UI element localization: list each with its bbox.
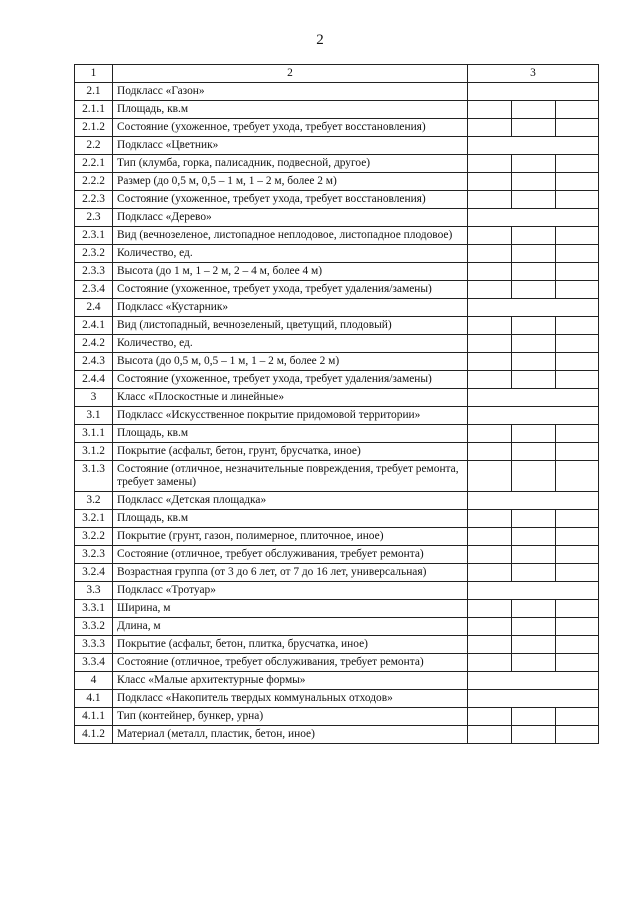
empty-value-cell[interactable] xyxy=(556,317,599,335)
empty-value-cell[interactable] xyxy=(512,281,556,299)
table-row xyxy=(75,600,599,618)
empty-value-cell[interactable] xyxy=(556,353,599,371)
empty-value-cell[interactable] xyxy=(468,317,512,335)
empty-value-cell[interactable] xyxy=(468,425,512,443)
empty-value-cell[interactable] xyxy=(468,119,512,137)
empty-value-cell[interactable] xyxy=(556,708,599,726)
table-row xyxy=(75,227,599,245)
row-text: Состояние (ухоженное, требует ухода, требует восстановления) xyxy=(113,119,468,137)
table-row xyxy=(75,209,599,227)
empty-merged-cell xyxy=(468,299,599,317)
table-row xyxy=(75,137,599,155)
row-text: Состояние (ухоженное, требует ухода, требует удаления/замены) xyxy=(113,371,468,389)
header-cell-3: 3 xyxy=(468,65,599,83)
row-text: Вид (вечнозеленое, листопадное неплодовое, листопадное плодовое) xyxy=(113,227,468,245)
empty-value-cell[interactable] xyxy=(556,654,599,672)
empty-value-cell[interactable] xyxy=(512,119,556,137)
row-text: Размер (до 0,5 м, 0,5 – 1 м, 1 – 2 м, более 2 м) xyxy=(113,173,468,191)
row-text: Площадь, кв.м xyxy=(113,510,468,528)
row-number: 2.3.2 xyxy=(75,245,113,263)
empty-value-cell[interactable] xyxy=(512,227,556,245)
table-row xyxy=(75,492,599,510)
empty-value-cell[interactable] xyxy=(512,461,556,492)
row-text: Материал (металл, пластик, бетон, иное) xyxy=(113,726,468,744)
row-text: Состояние (ухоженное, требует ухода, требует удаления/замены) xyxy=(113,281,468,299)
row-number: 2.4 xyxy=(75,299,113,317)
empty-value-cell[interactable] xyxy=(468,227,512,245)
row-number: 3 xyxy=(75,389,113,407)
empty-value-cell[interactable] xyxy=(556,618,599,636)
table-row xyxy=(75,101,599,119)
row-number: 3.2.3 xyxy=(75,546,113,564)
row-number: 3.2.4 xyxy=(75,564,113,582)
row-number: 2.2.3 xyxy=(75,191,113,209)
empty-value-cell[interactable] xyxy=(512,353,556,371)
empty-value-cell[interactable] xyxy=(468,371,512,389)
table-row xyxy=(75,443,599,461)
empty-value-cell[interactable] xyxy=(556,510,599,528)
table-row xyxy=(75,425,599,443)
empty-value-cell[interactable] xyxy=(468,173,512,191)
row-number: 2.3.4 xyxy=(75,281,113,299)
row-text: Подкласс «Искусственное покрытие придомовой территории» xyxy=(113,407,468,425)
table-row xyxy=(75,245,599,263)
empty-value-cell[interactable] xyxy=(512,654,556,672)
empty-value-cell[interactable] xyxy=(556,636,599,654)
row-number: 2.1.2 xyxy=(75,119,113,137)
row-text: Состояние (отличное, незначительные повреждения, требует ремонта, требует замены) xyxy=(113,461,468,492)
table-row xyxy=(75,582,599,600)
table-row xyxy=(75,389,599,407)
empty-value-cell[interactable] xyxy=(468,461,512,492)
empty-value-cell[interactable] xyxy=(556,371,599,389)
table-row xyxy=(75,708,599,726)
table-row xyxy=(75,353,599,371)
empty-merged-cell xyxy=(468,389,599,407)
empty-value-cell[interactable] xyxy=(512,191,556,209)
table-row xyxy=(75,726,599,744)
empty-value-cell[interactable] xyxy=(468,726,512,744)
empty-merged-cell xyxy=(468,83,599,101)
empty-value-cell[interactable] xyxy=(512,708,556,726)
row-number: 3.1.1 xyxy=(75,425,113,443)
row-number: 4 xyxy=(75,672,113,690)
empty-value-cell[interactable] xyxy=(512,510,556,528)
row-text: Подкласс «Детская площадка» xyxy=(113,492,468,510)
row-text: Класс «Плоскостные и линейные» xyxy=(113,389,468,407)
table-row xyxy=(75,636,599,654)
row-text: Количество, ед. xyxy=(113,245,468,263)
row-number: 3.3.3 xyxy=(75,636,113,654)
empty-value-cell[interactable] xyxy=(512,335,556,353)
row-number: 4.1 xyxy=(75,690,113,708)
row-text: Подкласс «Тротуар» xyxy=(113,582,468,600)
empty-merged-cell xyxy=(468,209,599,227)
empty-value-cell[interactable] xyxy=(468,600,512,618)
table-row xyxy=(75,173,599,191)
row-number: 2.1 xyxy=(75,83,113,101)
empty-merged-cell xyxy=(468,582,599,600)
table-row xyxy=(75,407,599,425)
row-number: 2.3 xyxy=(75,209,113,227)
row-number: 2.4.1 xyxy=(75,317,113,335)
page-number: 2 xyxy=(316,32,324,48)
row-number: 4.1.2 xyxy=(75,726,113,744)
empty-value-cell[interactable] xyxy=(468,443,512,461)
empty-value-cell[interactable] xyxy=(468,101,512,119)
table-row xyxy=(75,371,599,389)
table-row xyxy=(75,191,599,209)
table-row xyxy=(75,546,599,564)
table-row xyxy=(75,335,599,353)
empty-value-cell[interactable] xyxy=(556,564,599,582)
row-number: 3.3.2 xyxy=(75,618,113,636)
row-text: Ширина, м xyxy=(113,600,468,618)
table-row xyxy=(75,564,599,582)
row-text: Возрастная группа (от 3 до 6 лет, от 7 до 16 лет, универсальная) xyxy=(113,564,468,582)
row-number: 3.3.4 xyxy=(75,654,113,672)
empty-merged-cell xyxy=(468,492,599,510)
empty-value-cell[interactable] xyxy=(556,101,599,119)
row-number: 2.3.3 xyxy=(75,263,113,281)
empty-value-cell[interactable] xyxy=(468,618,512,636)
empty-value-cell[interactable] xyxy=(468,708,512,726)
row-text: Тип (контейнер, бункер, урна) xyxy=(113,708,468,726)
empty-value-cell[interactable] xyxy=(556,335,599,353)
empty-value-cell[interactable] xyxy=(556,281,599,299)
row-number: 2.2 xyxy=(75,137,113,155)
row-number: 3.1 xyxy=(75,407,113,425)
row-text: Подкласс «Цветник» xyxy=(113,137,468,155)
empty-value-cell[interactable] xyxy=(512,371,556,389)
empty-value-cell[interactable] xyxy=(556,600,599,618)
row-number: 3.1.3 xyxy=(75,461,113,492)
header-cell-2: 2 xyxy=(113,65,468,83)
row-number: 4.1.1 xyxy=(75,708,113,726)
empty-merged-cell xyxy=(468,690,599,708)
empty-value-cell[interactable] xyxy=(556,263,599,281)
empty-value-cell[interactable] xyxy=(512,155,556,173)
row-number: 2.2.1 xyxy=(75,155,113,173)
empty-value-cell[interactable] xyxy=(556,227,599,245)
table-row xyxy=(75,510,599,528)
empty-value-cell[interactable] xyxy=(468,353,512,371)
row-number: 3.1.2 xyxy=(75,443,113,461)
empty-value-cell[interactable] xyxy=(512,546,556,564)
table-row xyxy=(75,672,599,690)
row-text: Высота (до 1 м, 1 – 2 м, 2 – 4 м, более 4 м) xyxy=(113,263,468,281)
empty-value-cell[interactable] xyxy=(512,101,556,119)
empty-value-cell[interactable] xyxy=(468,335,512,353)
row-text: Тип (клумба, горка, палисадник, подвесной, другое) xyxy=(113,155,468,173)
empty-merged-cell xyxy=(468,137,599,155)
empty-value-cell[interactable] xyxy=(468,636,512,654)
row-text: Состояние (отличное, требует обслуживания, требует ремонта) xyxy=(113,546,468,564)
empty-value-cell[interactable] xyxy=(512,317,556,335)
empty-value-cell[interactable] xyxy=(512,528,556,546)
table-row xyxy=(75,155,599,173)
empty-value-cell[interactable] xyxy=(556,173,599,191)
empty-value-cell[interactable] xyxy=(512,618,556,636)
empty-value-cell[interactable] xyxy=(468,245,512,263)
empty-value-cell[interactable] xyxy=(556,443,599,461)
empty-value-cell[interactable] xyxy=(512,600,556,618)
row-text: Площадь, кв.м xyxy=(113,425,468,443)
table-row xyxy=(75,83,599,101)
empty-value-cell[interactable] xyxy=(468,281,512,299)
empty-value-cell[interactable] xyxy=(556,726,599,744)
table-row xyxy=(75,461,599,492)
table-row xyxy=(75,119,599,137)
row-text: Вид (листопадный, вечнозеленый, цветущий, плодовый) xyxy=(113,317,468,335)
empty-value-cell[interactable] xyxy=(556,155,599,173)
table-row xyxy=(75,317,599,335)
row-text: Класс «Малые архитектурные формы» xyxy=(113,672,468,690)
empty-value-cell[interactable] xyxy=(512,173,556,191)
empty-value-cell[interactable] xyxy=(468,546,512,564)
empty-value-cell[interactable] xyxy=(556,461,599,492)
row-text: Высота (до 0,5 м, 0,5 – 1 м, 1 – 2 м, более 2 м) xyxy=(113,353,468,371)
row-text: Подкласс «Газон» xyxy=(113,83,468,101)
row-text: Состояние (ухоженное, требует ухода, требует восстановления) xyxy=(113,191,468,209)
empty-value-cell[interactable] xyxy=(468,263,512,281)
empty-value-cell[interactable] xyxy=(468,654,512,672)
empty-value-cell[interactable] xyxy=(512,636,556,654)
row-text: Площадь, кв.м xyxy=(113,101,468,119)
empty-value-cell[interactable] xyxy=(512,425,556,443)
table-row xyxy=(75,263,599,281)
empty-value-cell[interactable] xyxy=(468,155,512,173)
row-text: Покрытие (асфальт, бетон, грунт, брусчатка, иное) xyxy=(113,443,468,461)
row-text: Подкласс «Дерево» xyxy=(113,209,468,227)
row-number: 2.1.1 xyxy=(75,101,113,119)
row-number: 2.4.2 xyxy=(75,335,113,353)
empty-value-cell[interactable] xyxy=(468,528,512,546)
row-text: Покрытие (асфальт, бетон, плитка, брусчатка, иное) xyxy=(113,636,468,654)
row-text: Покрытие (грунт, газон, полимерное, плиточное, иное) xyxy=(113,528,468,546)
empty-value-cell[interactable] xyxy=(468,191,512,209)
table-row xyxy=(75,618,599,636)
header-cell-1: 1 xyxy=(75,65,113,83)
empty-value-cell[interactable] xyxy=(512,726,556,744)
empty-value-cell[interactable] xyxy=(556,191,599,209)
empty-value-cell[interactable] xyxy=(556,245,599,263)
empty-merged-cell xyxy=(468,672,599,690)
table-row xyxy=(75,528,599,546)
empty-value-cell[interactable] xyxy=(556,119,599,137)
row-text: Количество, ед. xyxy=(113,335,468,353)
empty-value-cell[interactable] xyxy=(556,546,599,564)
row-text: Подкласс «Накопитель твердых коммунальных отходов» xyxy=(113,690,468,708)
classification-table xyxy=(74,64,599,744)
table-row xyxy=(75,654,599,672)
empty-value-cell[interactable] xyxy=(512,443,556,461)
table-header-row xyxy=(75,65,599,83)
table-row xyxy=(75,299,599,317)
row-text: Подкласс «Кустарник» xyxy=(113,299,468,317)
empty-merged-cell xyxy=(468,407,599,425)
row-text: Состояние (отличное, требует обслуживания, требует ремонта) xyxy=(113,654,468,672)
row-number: 2.2.2 xyxy=(75,173,113,191)
empty-value-cell[interactable] xyxy=(556,528,599,546)
row-number: 3.3 xyxy=(75,582,113,600)
row-text: Длина, м xyxy=(113,618,468,636)
empty-value-cell[interactable] xyxy=(512,564,556,582)
empty-value-cell[interactable] xyxy=(468,510,512,528)
empty-value-cell[interactable] xyxy=(512,245,556,263)
row-number: 2.4.4 xyxy=(75,371,113,389)
row-number: 2.3.1 xyxy=(75,227,113,245)
table-row xyxy=(75,690,599,708)
empty-value-cell[interactable] xyxy=(468,564,512,582)
row-number: 3.2 xyxy=(75,492,113,510)
row-number: 3.3.1 xyxy=(75,600,113,618)
table-row xyxy=(75,281,599,299)
empty-value-cell[interactable] xyxy=(556,425,599,443)
empty-value-cell[interactable] xyxy=(512,263,556,281)
row-number: 2.4.3 xyxy=(75,353,113,371)
row-number: 3.2.2 xyxy=(75,528,113,546)
row-number: 3.2.1 xyxy=(75,510,113,528)
